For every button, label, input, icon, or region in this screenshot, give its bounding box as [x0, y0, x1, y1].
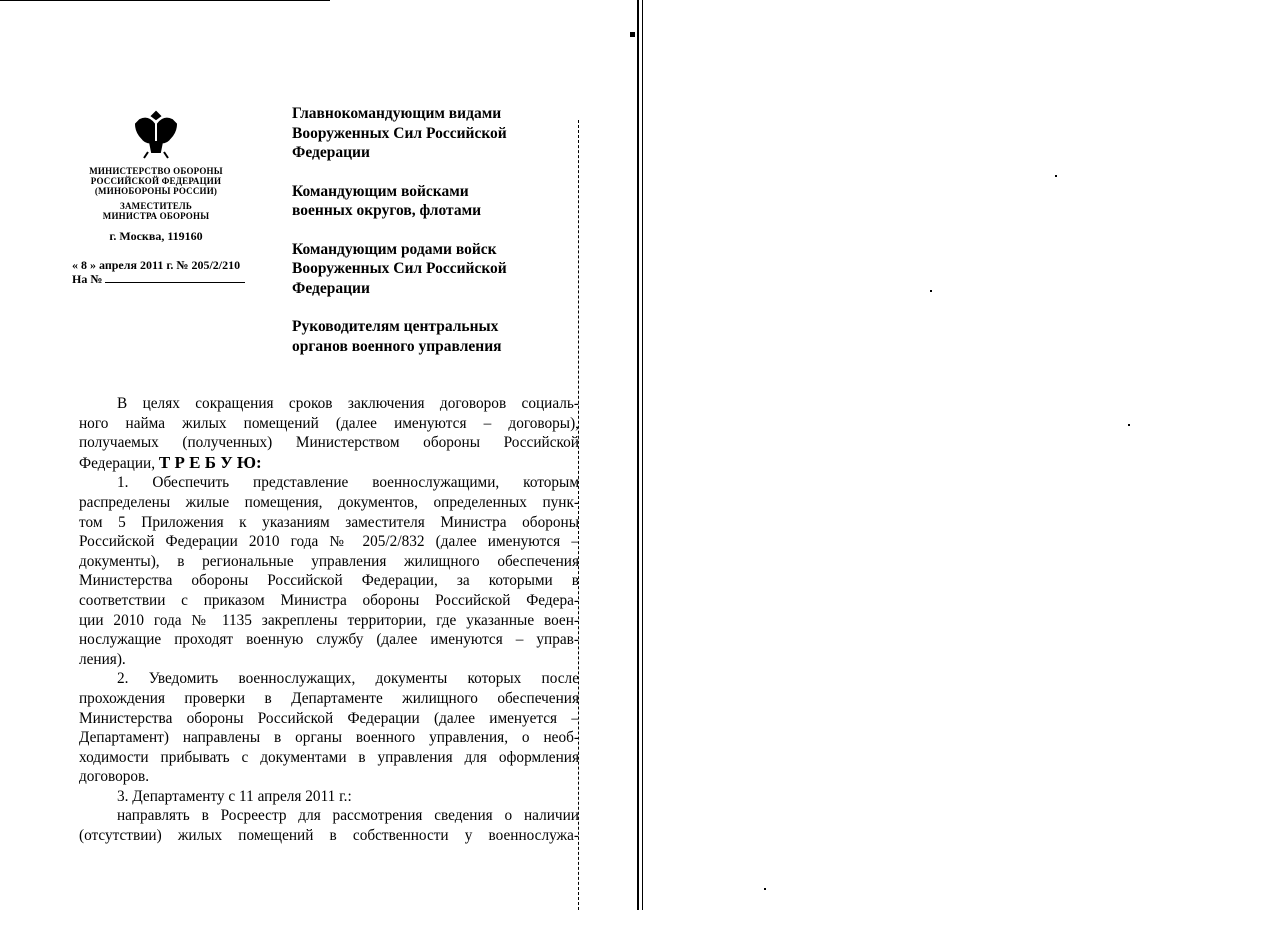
body-line — [79, 453, 579, 474]
body-line-text: документы), в региональные управления жилищного обеспечения — [79, 552, 579, 570]
addressee-line: Руководителям центральных — [292, 318, 499, 335]
body-line-text: ции 2010 года № 1135 закреплены территории, где указанные воен- — [79, 611, 579, 629]
page-fold-line — [642, 0, 643, 910]
body-line — [79, 806, 579, 826]
position-line: МИНИСТРА ОБОРОНЫ — [102, 211, 210, 221]
body-line — [79, 748, 579, 768]
body-line — [79, 826, 579, 846]
letterhead — [66, 166, 246, 244]
body-line — [79, 650, 579, 670]
body-line — [79, 493, 579, 513]
body-line — [79, 394, 579, 414]
demand-word: Т Р Е Б У Ю: — [158, 452, 262, 472]
scan-speck — [764, 888, 766, 890]
body-line — [79, 728, 579, 748]
body-line-text: том 5 Приложения к указаниям заместителя Министра обороны — [79, 513, 579, 531]
addressees — [292, 104, 552, 375]
body-line — [79, 689, 579, 709]
addressee-line: Федерации — [292, 144, 370, 161]
body-line-text: распределены жилые помещения, документов, определенных пунк- — [79, 493, 579, 511]
body-line-text: нослужащие проходят военную службу (далее именуются – управ- — [79, 631, 579, 649]
addressee-line: органов военного управления — [292, 337, 502, 355]
addressee-line: Главнокомандующим видами — [292, 105, 502, 122]
page-edge-dashed-line — [578, 120, 579, 910]
body-line — [79, 591, 579, 611]
city: г. Москва, 119160 — [109, 229, 203, 243]
body-line-text: соответствии с приказом Министра обороны Российской Федера- — [79, 591, 579, 609]
scan-speck — [630, 32, 635, 37]
top-edge-line — [0, 0, 330, 1]
date-and-number: « 8 » апреля 2011 г. № 205/2/210 — [72, 258, 241, 272]
body-line — [79, 787, 579, 807]
body-line-text: получаемых (полученных) Министерством обороны Российской — [79, 434, 579, 452]
body-line — [79, 473, 579, 493]
addressee — [292, 104, 552, 163]
scan-speck — [1128, 424, 1130, 426]
org-name-line: МИНИСТЕРСТВО ОБОРОНЫ — [89, 166, 223, 176]
body-line — [79, 433, 579, 453]
addressee-line: Вооруженных Сил Российской — [292, 260, 507, 277]
addressee — [292, 182, 552, 221]
body-line-text: ного найма жилых помещений (далее именуются – договоры), — [79, 414, 579, 432]
position-line: ЗАМЕСТИТЕЛЬ — [120, 201, 192, 211]
body-line-text: Российской Федерации 2010 года № 205/2/832 (далее именуются – — [79, 533, 579, 551]
body-line-text: 3. Департаменту с 11 апреля 2011 г.: — [117, 787, 352, 805]
body-line — [79, 513, 579, 533]
body-line-text: Департамент) направлены в органы военного управления, о необ- — [79, 729, 579, 747]
addressee-line: Вооруженных Сил Российской — [292, 124, 507, 142]
org-name-line: (МИНОБОРОНЫ РОССИИ) — [94, 186, 218, 196]
body-line-text: прохождения проверки в Департаменте жилищного обеспечения — [79, 689, 579, 707]
scan-speck — [1055, 175, 1057, 177]
body-line — [79, 669, 579, 689]
addressee-line: военных округов, флотами — [292, 202, 482, 219]
body-line — [79, 709, 579, 729]
body-line — [79, 414, 579, 434]
addressee-line: Федерации — [292, 279, 370, 297]
body-line-text: ления). — [79, 650, 126, 668]
body-line-text: ходимости прибывать с документами в управления для оформления — [79, 748, 579, 766]
body-line-text: 1. Обеспечить представление военнослужащими, которым — [117, 474, 579, 492]
body-line-text: В целях сокращения сроков заключения договоров социаль- — [117, 395, 579, 412]
reply-to-label: На № — [72, 272, 103, 286]
coat-of-arms-emblem — [130, 108, 182, 160]
page-fold-line — [637, 0, 639, 910]
date-number — [72, 258, 245, 286]
body-line — [79, 630, 579, 650]
letter-body — [79, 394, 579, 846]
body-line-text: Министерства обороны Российской Федерации, за которыми в — [79, 572, 579, 590]
body-line — [79, 571, 579, 591]
body-line-text: направлять в Росреестр для рассмотрения сведения о наличии — [117, 807, 579, 825]
body-line-text: договоров. — [79, 768, 150, 786]
addressee — [292, 317, 552, 356]
org-name-line: РОССИЙСКОЙ ФЕДЕРАЦИИ — [90, 176, 222, 186]
body-line-text: Федерации, — [79, 454, 159, 472]
addressee-line: Командующим родами войск — [292, 240, 497, 258]
body-line — [79, 611, 579, 631]
scan-speck — [930, 290, 932, 292]
body-line-text: (отсутствии) жилых помещений в собственности у военнослужа- — [79, 827, 579, 845]
addressee-line: Командующим войсками — [292, 182, 469, 200]
addressee — [292, 240, 552, 299]
body-line — [79, 552, 579, 572]
body-line-text: Министерства обороны Российской Федерации (далее именуется – — [79, 709, 579, 727]
reply-to-blank — [105, 272, 245, 283]
body-line-text: 2. Уведомить военнослужащих, документы которых после — [117, 670, 579, 688]
body-line — [79, 532, 579, 552]
body-line — [79, 767, 579, 787]
